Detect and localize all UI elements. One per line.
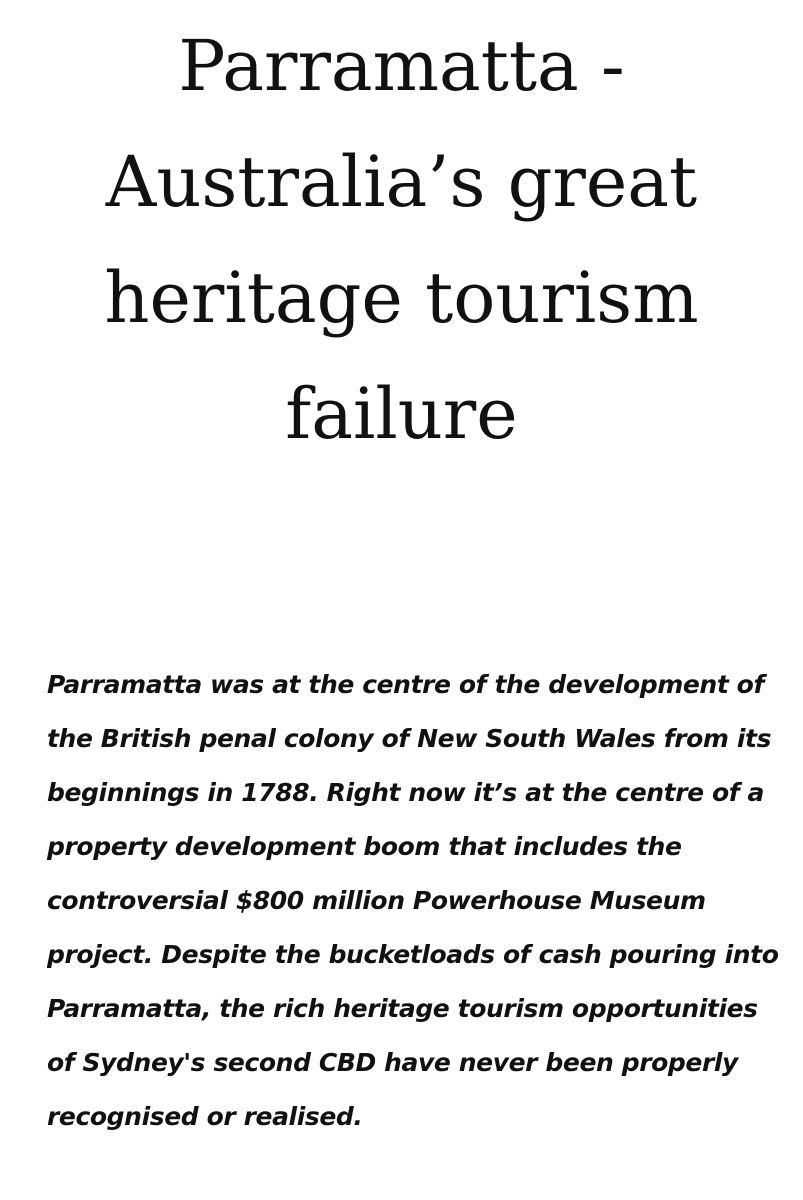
article-title: Parramatta - Australia’s great heritage tourism failure [104,25,699,455]
article-lede: Parramatta was at the centre of the development of the British penal colony of New South Wales from its beginnings in 1788. Right now it’s at the centre of a property development boom that includes the controversial $800 million Powerhouse Museum project. Despite the bucketloads of cash pouring into Parramatta, the rich heritage tourism opportunities of Sydney's second CBD have never been properly recognised or realised. [47,670,779,1131]
